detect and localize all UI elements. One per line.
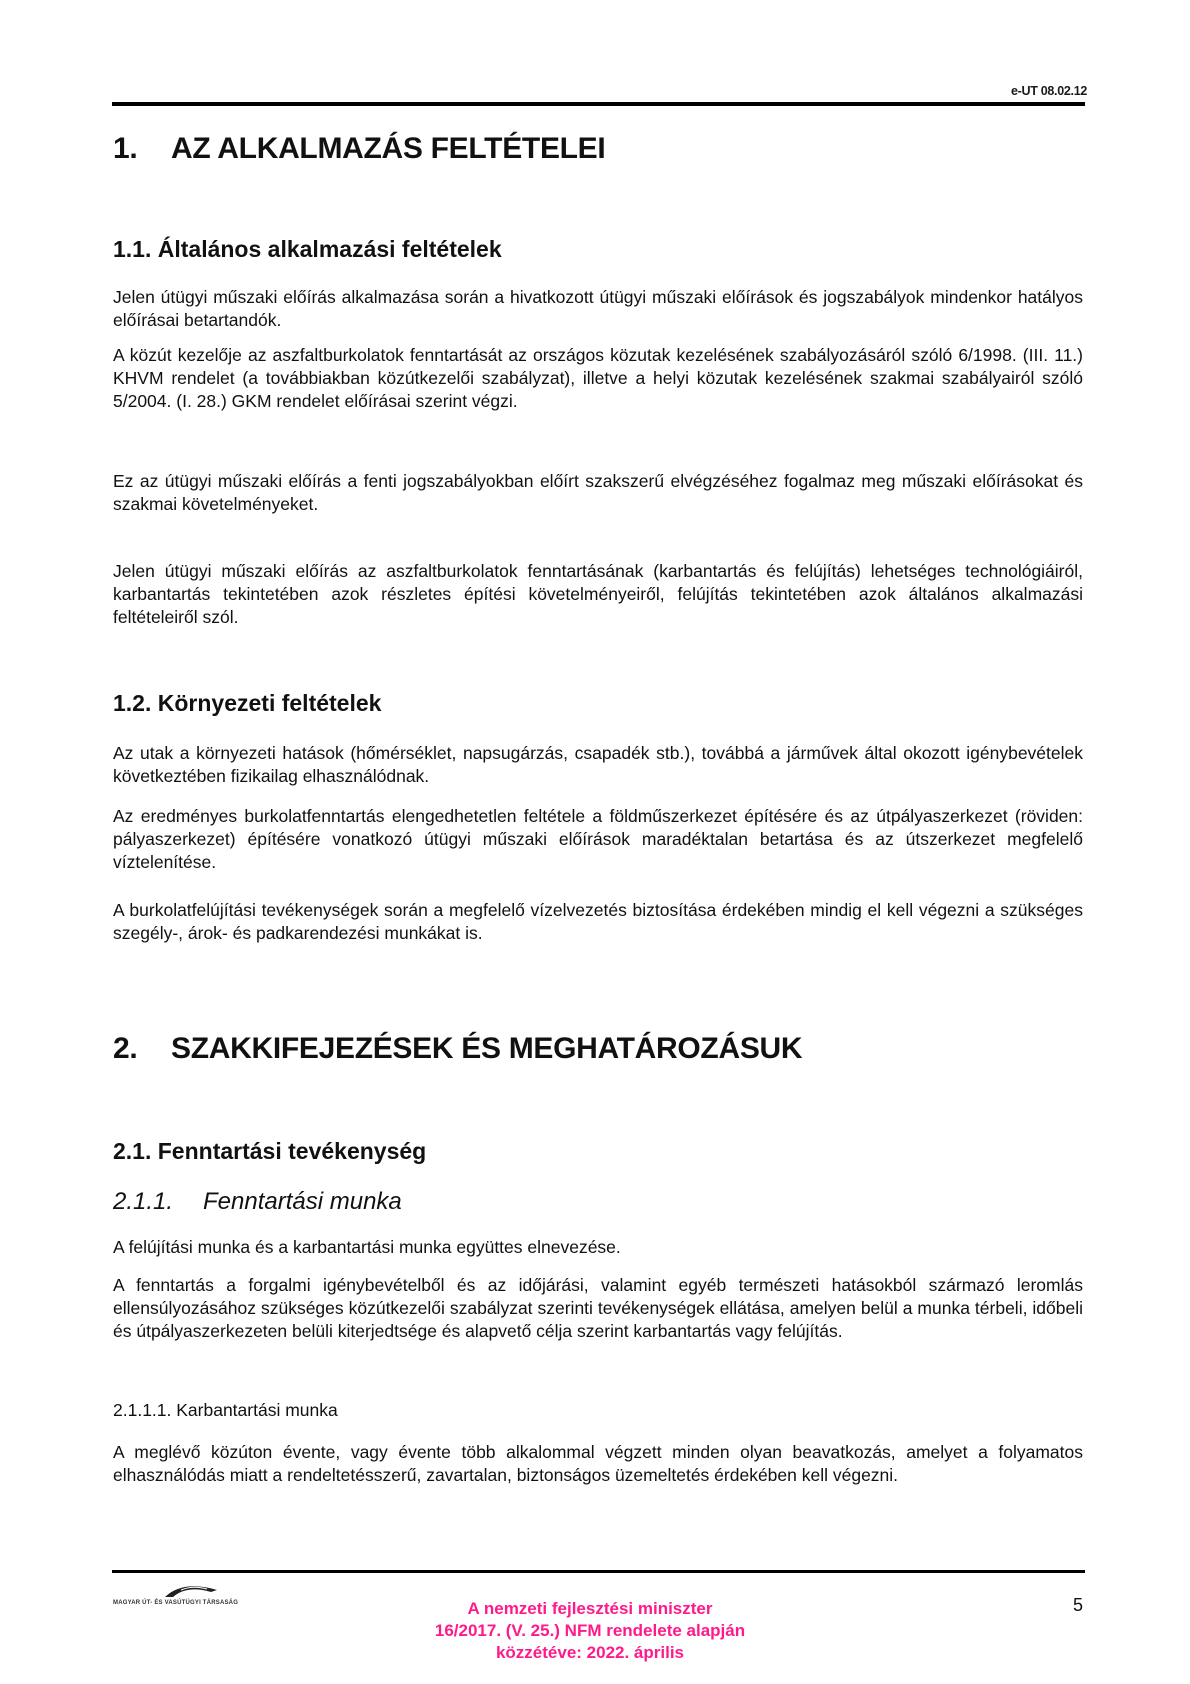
section-2-1-1-heading (113, 1188, 402, 1216)
subsection-number: 2.1.1. (113, 1188, 174, 1215)
paragraph: Ez az útügyi műszaki előírás a fenti jogszabályokban előírt szakszerű elvégzéséhez fogalmaz meg műszaki előírásokat és szakmai követelményeket. (113, 471, 1083, 514)
paragraph: A felújítási munka és a karbantartási munka együttes elnevezése. (113, 1237, 621, 1257)
paragraph: A közút kezelője az aszfaltburkolatok fenntartását az országos közutak kezelésének szabályozásáról szóló 6/1998. (III. 11.) KHVM rendelet (a továbbiakban közútkezelői szabályzat), illetve a helyi közutak kezelésének szakmai szabályairól szóló 5/2004. (I. 28.) GKM rendelet előírásai szerint végzi. (113, 345, 1083, 411)
notice-line: A nemzeti fejlesztési miniszter (467, 1599, 713, 1618)
section-1-1-heading: 1.1. Általános alkalmazási feltételek (113, 236, 502, 262)
logo-text: MAGYAR ÚT- ÉS VASÚTÜGYI TÁRSASÁG (113, 1600, 239, 1606)
paragraph: Az utak a környezeti hatások (hőmérséklet, napsugárzás, csapadék stb.), továbbá a járművek által okozott igénybevételek következtében fizikailag elhasználódnak. (113, 743, 1083, 786)
document-code: e-UT 08.02.12 (1010, 84, 1087, 98)
section-2-1-1-1-heading: 2.1.1.1. Karbantartási munka (113, 1400, 338, 1420)
paragraph: A burkolatfelújítási tevékenységek során a megfelelő vízelvezetés biztosítása érdekében mindig el kell végezni a szükséges szegély-, árok- és padkarendezési munkákat is. (113, 900, 1083, 943)
page-number: 5 (1072, 1595, 1083, 1615)
chapter-2-heading (113, 1032, 802, 1066)
publication-notice (0, 1598, 1190, 1664)
chapter-number: 2. (113, 1032, 138, 1065)
header-rule (112, 102, 1085, 106)
section-2-1-heading: 2.1. Fenntartási tevékenység (113, 1138, 427, 1164)
subsection-title: Fenntartási munka (203, 1188, 402, 1215)
chapter-title: SZAKKIFEJEZÉSEK ÉS MEGHATÁROZÁSUK (171, 1032, 803, 1065)
paragraph: Jelen útügyi műszaki előírás az aszfaltburkolatok fenntartásának (karbantartás és felújítás) lehetséges technológiáiról, karbantartás tekintetében azok részletes építési követelményeiről, felújítás tekintetében azok általános alkalmazási feltételeiről szól. (113, 561, 1083, 627)
notice-line: közzétéve: 2022. április (495, 1643, 685, 1662)
footer-rule (112, 1570, 1085, 1573)
paragraph: A fenntartás a forgalmi igénybevételből és az időjárási, valamint egyéb természeti hatásokból származó leromlás ellensúlyozásához szükséges közútkezelői szabályzat szerinti tevékenységek ellátása, amelyen belül a munka térbeli, időbeli és útpályaszerkezeten belüli kiterjedtsége és alapvető célja szerint karbantartás vagy felújítás. (113, 1275, 1083, 1341)
notice-line: 16/2017. (V. 25.) NFM rendelete alapján (434, 1621, 746, 1640)
paragraph: A meglévő közúton évente, vagy évente több alkalommal végzett minden olyan beavatkozás, amelyet a folyamatos elhasználódás miatt a rendeltetésszerű, zavartalan, biztonságos üzemeltetés érdekében kell végezni. (113, 1442, 1083, 1485)
chapter-title: AZ ALKALMAZÁS FELTÉTELEI (171, 132, 606, 165)
paragraph: Az eredményes burkolatfenntartás elengedhetetlen feltétele a földműszerkezet építésére és az útpályaszerkezet (röviden: pályaszerkezet) építésére vonatkozó útügyi műszaki előírások maradéktalan betartása és az útszerkezet megfelelő víztelenítése. (113, 806, 1083, 872)
road-arc-icon (163, 1580, 219, 1598)
chapter-1-heading (113, 132, 605, 166)
section-1-2-heading: 1.2. Környezeti feltételek (113, 690, 382, 716)
paragraph: Jelen útügyi műszaki előírás alkalmazása során a hivatkozott útügyi műszaki előírások és jogszabályok mindenkor hatályos előírásai betartandók. (113, 287, 1083, 330)
chapter-number: 1. (113, 132, 138, 165)
